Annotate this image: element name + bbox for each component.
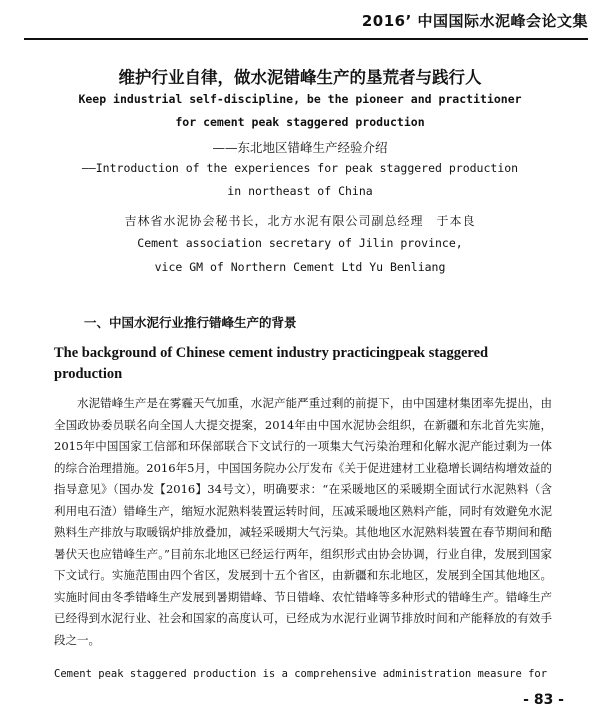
author-en-line2: vice GM of Northern Cement Ltd Yu Benliang [154, 260, 446, 274]
section-heading-cn: 一、中国水泥行业推行错峰生产的背景 [84, 315, 297, 330]
running-header: 2016’ 中国国际水泥峰会论文集 [361, 12, 588, 30]
paper-title-en-line2: for cement peak staggered production [175, 115, 425, 129]
section-heading-en: The background of Chinese cement industry practicingpeak staggered production [54, 345, 489, 382]
paper-title-en-line1: Keep industrial self-discipline, be the pioneer and practitioner [78, 92, 522, 106]
body-paragraph-en-start: Cement peak staggered production is a comprehensive administration measure for [54, 668, 548, 680]
body-paragraph-cn: 水泥错峰生产是在雾霾天气加重，水泥产能严重过剩的前提下，由中国建材集团率先提出，由全国政协委员联名向全国人大提交提案，2014年由中国水泥协会组织，在新疆和东北首先实施，2015年中国国家工信部和环保部联合下文试行的一项集大气污染治理和化解水泥产能过剩为一体的综合治理措施。2016年5月，中国国务院办公厅发布《关于促进建材工业稳增长调结构增效益的指导意见》（国办发【2016】34号文），明确要求：“在采暖地区的采暖期全面试行水泥熟料（含利用电石渣）错峰生产，缩短水泥熟料装置运转时间，压减采暖地区熟料产能，同时有效避免水泥熟料生产排放与取暖锅炉排放叠加，减轻采暖期大气污染。其他地区水泥熟料装置在春节期间和酷暑伏天也应错峰生产。”目前东北地区已经运行两年，组织形式由协会协调，行业自律，发展到国家下文试行。实施范围由四个省区，发展到十五个省区，由新疆和东北地区，发展到全国其他地区。实施时间由冬季错峰生产发展到暑期错峰、节日错峰、农忙错峰等多种形式的错峰生产。错峰生产已经得到水泥行业、社会和国家的高度认可，已经成为水泥行业调节排放时间和产能释放的有效手段之一。 [54, 396, 552, 647]
page-number: - 83 - [523, 692, 564, 708]
author-en-line1: Cement association secretary of Jilin province, [137, 236, 463, 250]
author-cn: 吉林省水泥协会秘书长，北方水泥有限公司副总经理 于本良 [124, 214, 476, 228]
subtitle-cn: ——东北地区错峰生产经验介绍 [212, 140, 388, 155]
paper-title-cn: 维护行业自律，做水泥错峰生产的垦荒者与践行人 [118, 68, 482, 87]
subtitle-en-line2: in northeast of China [227, 184, 373, 198]
header-rule [24, 38, 588, 40]
subtitle-en-line1: ——Introduction of the experiences for peak staggered production [81, 161, 519, 175]
